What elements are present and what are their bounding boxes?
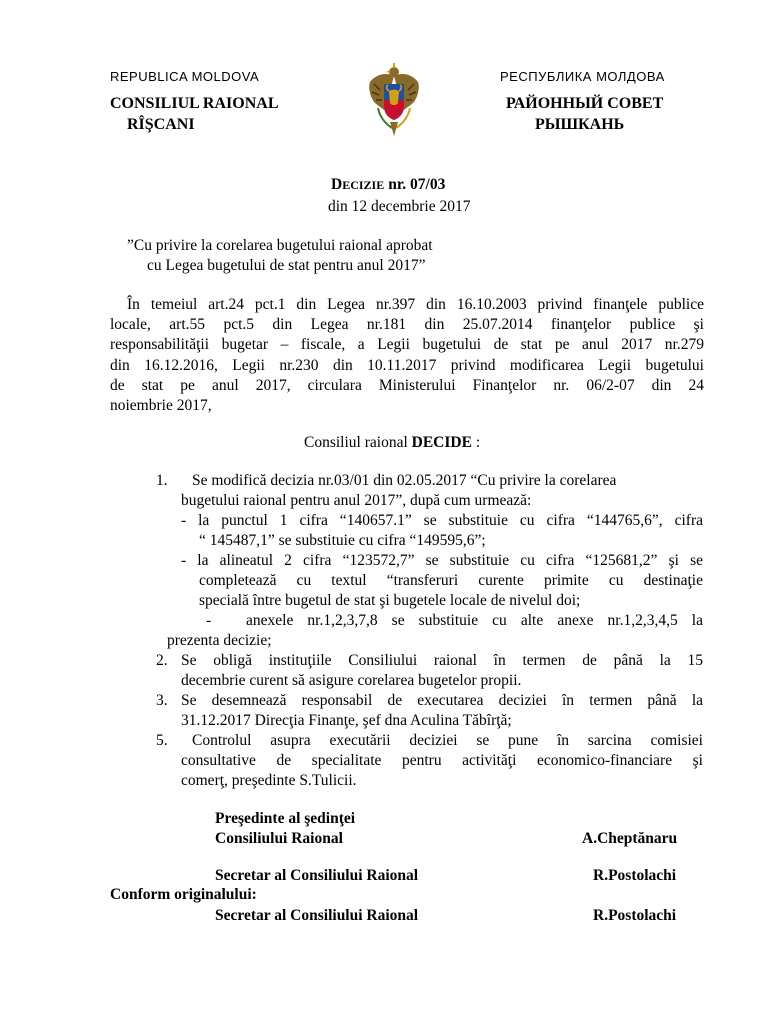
preamble-line: responsabilităţii bugetar – fiscale, a Legii bugetului de stat pe anul 2017 nr.279 (110, 336, 704, 353)
decides-prefix: Consiliul raional (304, 434, 412, 451)
decides-keyword: DECIDE (411, 434, 472, 451)
header-district-ro: RÎŞCANI (127, 116, 195, 133)
item-1-sub-3-line-1: anexele nr.1,2,3,7,8 se substituie cu alte anexe nr.1,2,3,4,5 la (246, 612, 703, 629)
decision-date: din 12 decembrie 2017 (328, 198, 471, 215)
item-number: 5. (156, 732, 168, 749)
header-district-ru: РЫШКАНЬ (535, 116, 625, 133)
header-country-ru: РЕСПУБЛИКА МОЛДОВА (500, 69, 665, 84)
item-1-sub-3-line-2: prezenta decizie; (167, 632, 272, 649)
item-3-line-1: Se desemnează responsabil de executarea deciziei în termen până la (181, 692, 703, 709)
item-5-line-3: comerţ, preşedinte S.Tulicii. (181, 772, 357, 789)
header-council-ro: CONSILIUL RAIONAL (110, 95, 279, 112)
secretary-title: Secretar al Consiliului Raional (215, 867, 419, 884)
item-3-line-2: 31.12.2017 Direcţia Finanţe, şef dna Aculina Tăbîrţă; (181, 712, 512, 729)
item-2-line-2: decembrie curent să asigure corelarea bugetelor propii. (181, 672, 522, 689)
secretary-2-name: R.Postolachi (593, 907, 677, 924)
item-2-line-1: Se obligă instituţiile Consiliului raional în termen de până la 15 (181, 652, 703, 669)
preamble-line: de stat pe anul 2017, circulara Ministerului Finanţelor nr. 06/2-07 din 24 (110, 377, 704, 394)
item-number: 2. (156, 652, 168, 669)
secretary-2-title: Secretar al Consiliului Raional (215, 907, 419, 924)
preamble-line: locale, art.55 pct.5 din Legea nr.181 din 25.07.2014 finanţelor publice şi (110, 316, 704, 333)
decides-suffix: : (471, 434, 481, 451)
item-1-sub-2-line-3: specială între bugetul de stat şi bugetele locale de nivelul doi; (199, 592, 581, 609)
subject-line-1: ”Cu privire la corelarea bugetului raional aprobat (127, 237, 433, 254)
item-5-line-2: consultative de specialitate pentru activităţi economico-financiare şi (181, 752, 703, 769)
decision-title (331, 176, 445, 194)
conform-original-label: Conform originalului: (110, 886, 257, 903)
preamble-line: noiembrie 2017, (110, 397, 212, 414)
title-initial: D (331, 176, 343, 193)
header-country-ro: REPUBLICA MOLDOVA (110, 69, 260, 84)
decides-line (304, 432, 480, 453)
president-title-line-2: Consiliului Raional (215, 830, 343, 847)
president-name: A.Cheptănaru (582, 830, 678, 847)
item-1-line-2: bugetului raional pentru anul 2017”, după cum urmează: (181, 492, 532, 509)
title-rest: ECIZIE (342, 178, 385, 192)
decision-number: nr. 07/03 (388, 176, 446, 193)
item-number: 1. (156, 472, 168, 489)
item-1-sub-3-dash: - (206, 612, 212, 629)
item-1-sub-2-line-2: completează cu textul “transferuri curente primite cu destinaţie (199, 572, 703, 589)
president-title-line-1: Preşedinte al şedinţei (215, 810, 356, 827)
secretary-name: R.Postolachi (593, 867, 677, 884)
subject-line-2: cu Legea bugetului de stat pentru anul 2017” (147, 257, 426, 274)
item-1-sub-1-line-2: “ 145487,1” se substituie cu cifra “149595,6”; (199, 532, 486, 549)
header-council-ru: РАЙОННЫЙ СОВЕТ (506, 95, 664, 112)
preamble-line: din 16.12.2016, Legii nr.230 din 10.11.2017 privind modificarea Legii bugetului (110, 357, 704, 374)
coat-of-arms-emblem (364, 62, 424, 142)
item-1-line-1: Se modifică decizia nr.03/01 din 02.05.2017 “Cu privire la corelarea (192, 472, 617, 489)
preamble-line: În temeiul art.24 pct.1 din Legea nr.397 din 16.10.2003 privind finanţele publice (127, 296, 704, 313)
item-1-sub-1-line-1: - la punctul 1 cifra “140657.1” se substituie cu cifra “144765,6”, cifra (181, 512, 703, 529)
item-5-line-1: Controlul asupra executării deciziei se pune în sarcina comisiei (192, 732, 703, 749)
item-number: 3. (156, 692, 168, 709)
item-1-sub-2-line-1: - la alineatul 2 cifra “123572,7” se substituie cu cifra “125681,2” şi se (181, 552, 703, 569)
